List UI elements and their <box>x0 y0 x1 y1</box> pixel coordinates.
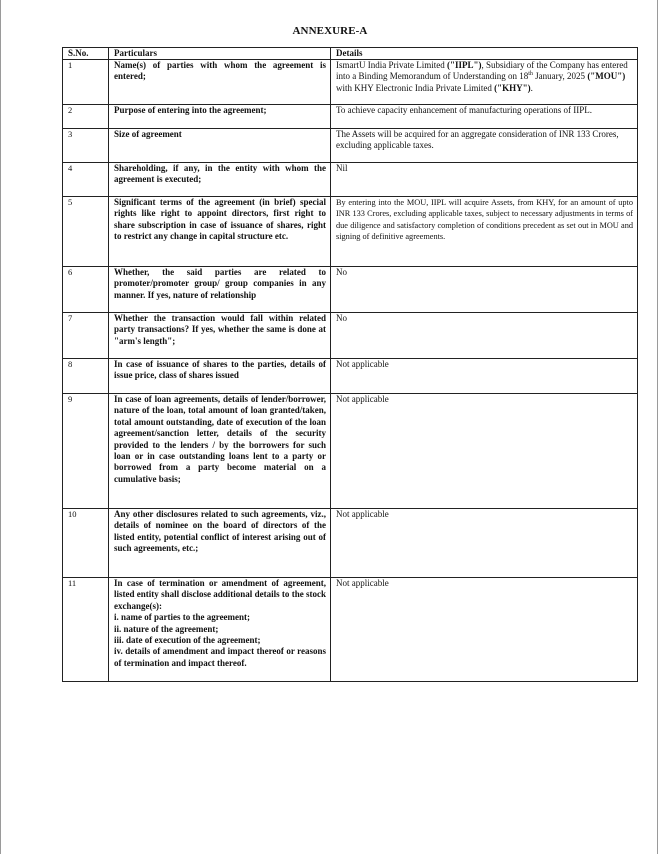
row-particulars: Significant terms of the agreement (in brief) special rights like right to appoint directors, first right to share subscription in case of issuance of shares, right to restrict any change in capital structure etc. <box>109 197 331 267</box>
row-details: Not applicable <box>331 509 638 578</box>
particulars-line: iv. details of amendment and impact thereof or reasons of termination and impact thereof. <box>114 646 326 668</box>
table-header-row <box>63 48 638 60</box>
row-particulars <box>109 578 331 682</box>
table-row <box>63 313 638 359</box>
row-number: 4 <box>63 163 109 197</box>
row-particulars: Any other disclosures related to such agreements, viz., details of nominee on the board of directors of the listed entity, potential conflict of interest arising out of such agreements, etc.; <box>109 509 331 578</box>
disclosure-table <box>62 47 638 682</box>
row-number: 1 <box>63 60 109 105</box>
row-particulars: Whether, the said parties are related to promoter/promoter group/ group companies in any manner. If yes, nature of relationship <box>109 267 331 313</box>
row-details: IsmartU India Private Limited ("IIPL"), Subsidiary of the Company has entered into a Binding Memorandum of Understanding on 18th January, 2025 ("MOU") with KHY Electronic India Private Limited ("KHY"). <box>331 60 638 105</box>
table-row <box>63 267 638 313</box>
row-details: Nil <box>331 163 638 197</box>
header-sno: S.No. <box>63 48 109 60</box>
header-details: Details <box>331 48 638 60</box>
row-number: 9 <box>63 394 109 509</box>
row-number: 7 <box>63 313 109 359</box>
row-number: 8 <box>63 359 109 394</box>
row-number: 2 <box>63 105 109 129</box>
particulars-line: iii. date of execution of the agreement; <box>114 635 261 646</box>
header-particulars: Particulars <box>109 48 331 60</box>
row-number: 3 <box>63 129 109 163</box>
row-particulars: In case of issuance of shares to the parties, details of issue price, class of shares issued <box>109 359 331 394</box>
row-details: By entering into the MOU, IIPL will acquire Assets, from KHY, for an amount of upto INR 133 Crores, excluding applicable taxes, subject to necessary adjustments in terms of due diligence and satisfactory completion of conditions precedent as set out in MOU and signing of definitive agreements. <box>331 197 638 267</box>
row-particulars: Size of agreement <box>109 129 331 163</box>
table-row <box>63 60 638 105</box>
row-details: Not applicable <box>331 359 638 394</box>
particulars-line: i. name of parties to the agreement; <box>114 612 251 623</box>
row-particulars: In case of loan agreements, details of lender/borrower, nature of the loan, total amount of loan granted/taken, total amount outstanding, date of execution of the loan agreement/sanction letter, details of the security provided to the lenders / by the borrowers for such loan or in case outstanding loans lent to a party or borrowed from a party become material on a cumulative basis; <box>109 394 331 509</box>
particulars-line: In case of termination or amendment of agreement, listed entity shall disclose additional details to the stock exchange(s): <box>114 578 326 611</box>
particulars-line: ii. nature of the agreement; <box>114 623 219 634</box>
table-row <box>63 105 638 129</box>
annexure-title: ANNEXURE-A <box>292 25 368 37</box>
row-details: The Assets will be acquired for an aggregate consideration of INR 133 Crores, excluding applicable taxes. <box>331 129 638 163</box>
row-details: Not applicable <box>331 394 638 509</box>
row-particulars: Whether the transaction would fall within related party transactions? If yes, whether the same is done at "arm's length"; <box>109 313 331 359</box>
table-row <box>63 129 638 163</box>
row-details: Not applicable <box>331 578 638 682</box>
row-number: 5 <box>63 197 109 267</box>
row-particulars: Shareholding, if any, in the entity with whom the agreement is executed; <box>109 163 331 197</box>
row-details: No <box>331 313 638 359</box>
table-row <box>63 359 638 394</box>
table-row <box>63 509 638 578</box>
table-row <box>63 578 638 682</box>
row-number: 10 <box>63 509 109 578</box>
row-details: No <box>331 267 638 313</box>
row-particulars: Name(s) of parties with whom the agreement is entered; <box>109 60 331 105</box>
table-row <box>63 197 638 267</box>
row-details: To achieve capacity enhancement of manufacturing operations of IIPL. <box>331 105 638 129</box>
row-particulars: Purpose of entering into the agreement; <box>109 105 331 129</box>
table-row <box>63 394 638 509</box>
table-row <box>63 163 638 197</box>
row-number: 6 <box>63 267 109 313</box>
row-number: 11 <box>63 578 109 682</box>
